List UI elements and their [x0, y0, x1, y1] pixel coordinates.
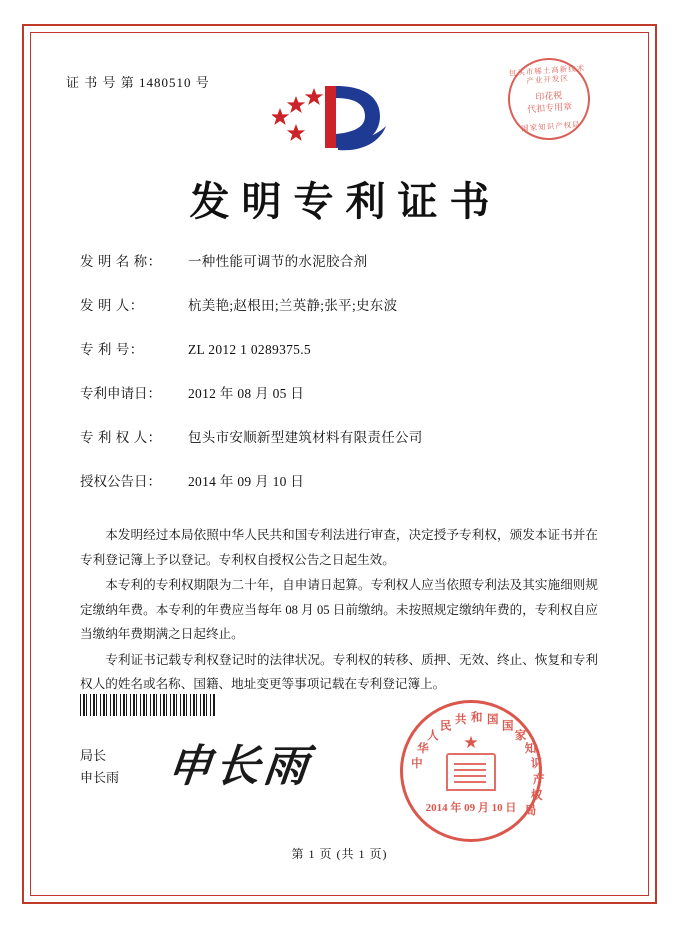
body-text — [80, 523, 598, 698]
page-title: 发明专利证书 — [189, 179, 502, 224]
tax-stamp-middle: 印花税 代扣专用章 — [526, 90, 573, 115]
tax-stamp-arc-top: 包头市稀土高新技术产业开发区 — [508, 63, 586, 86]
field-label: 专利申请日： — [80, 386, 161, 401]
field-value: 2014 年 09 月 10 日 — [188, 474, 305, 489]
seal-date: 2014 年 09 月 10 日 — [425, 802, 517, 814]
page-footer: 第 1 页 (共 1 页) — [291, 847, 388, 861]
field-inventors — [80, 294, 600, 314]
paragraph-1: 本发明经过本局依照中华人民共和国专利法进行审查，决定授予专利权，颁发本证书并在专利登记簿上予以登记。专利权自授权公告之日起生效。 — [80, 528, 598, 567]
field-label: 授权公告日： — [80, 474, 161, 489]
field-label: 专 利 权 人： — [80, 430, 162, 445]
field-label: 专 利 号： — [80, 342, 144, 357]
field-invention-name — [80, 250, 600, 270]
field-patentee — [80, 426, 600, 446]
tax-stamp-arc-bottom: 国家知识产权局 — [520, 119, 581, 133]
certificate-number: 证 书 号 第 1480510 号 — [66, 75, 210, 90]
field-label: 发 明 名 称： — [80, 254, 162, 269]
signature-title — [80, 745, 119, 789]
field-value: 2012 年 08 月 05 日 — [188, 386, 305, 401]
paragraph-2: 本专利的专利权期限为二十年，自申请日起算。专利权人应当依照专利法及其实施细则规定缴纳年费。本专利的年费应当每年 08 月 05 日前缴纳。未按照规定缴纳年费的，专利权自应当缴纳年费期满之日起终止。 — [80, 578, 598, 642]
barcode — [80, 694, 215, 716]
cnipa-logo-icon — [272, 78, 392, 156]
signature-title-line1: 局长 — [80, 748, 107, 763]
national-office-seal — [400, 700, 545, 842]
field-patent-number — [80, 338, 600, 358]
field-value: 包头市安顺新型建筑材料有限责任公司 — [188, 430, 423, 445]
paragraph-3: 专利证书记载专利权登记时的法律状况。专利权的转移、质押、无效、终止、恢复和专利权人的姓名或名称、国籍、地址变更等事项记载在专利登记簿上。 — [80, 652, 598, 692]
seal-emblem-icon — [446, 753, 496, 791]
field-value: 一种性能可调节的水泥胶合剂 — [188, 254, 368, 269]
field-value: ZL 2012 1 0289375.5 — [188, 342, 311, 357]
handwritten-signature: 申长雨 — [164, 742, 315, 791]
field-application-date — [80, 382, 600, 402]
field-grant-date — [80, 470, 600, 490]
field-label: 发 明 人： — [80, 298, 144, 313]
seal-ring-text: 中 华 人 民 共 和 国 国 家 知 识 产 权 局 — [411, 712, 545, 817]
field-value: 杭美艳;赵根田;兰英静;张平;史东波 — [188, 298, 398, 313]
seal-star-icon: ★ — [463, 733, 479, 752]
signature-title-line2: 申长雨 — [80, 770, 120, 786]
field-list — [80, 250, 600, 514]
